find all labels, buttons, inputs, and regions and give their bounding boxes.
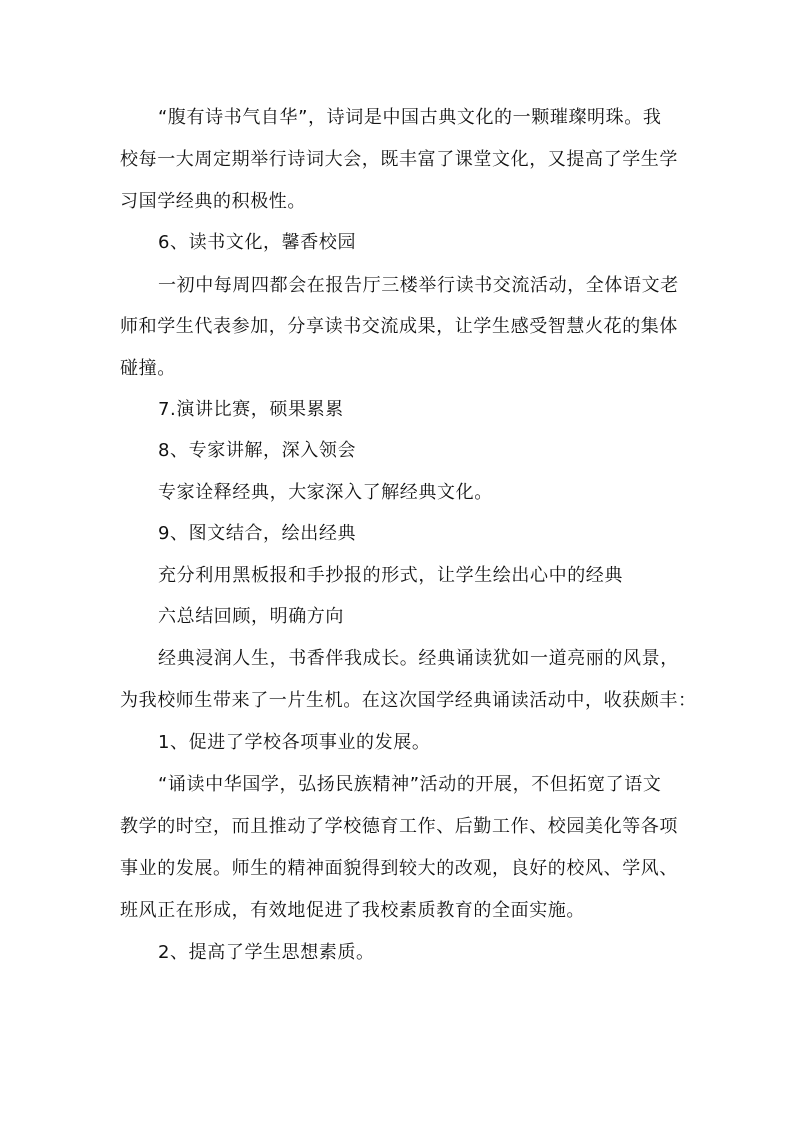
paragraph-line: 教学的时空，而且推动了学校德育工作、后勤工作、校园美化等各项 [120, 816, 678, 837]
paragraph-line: 事业的发展。师生的精神面貌得到较大的改观，良好的校风、学风、 [120, 858, 678, 879]
paragraph-line: 一初中每周四都会在报告厅三楼举行读书交流活动，全体语文老 [158, 275, 679, 296]
section-heading: 8、专家讲解，深入领会 [158, 440, 357, 461]
paragraph-line: 经典浸润人生，书香伴我成长。经典诵读犹如一道亮丽的风景， [158, 648, 679, 669]
paragraph-line: 师和学生代表参加，分享读书交流成果，让学生感受智慧火花的集体 [120, 316, 678, 337]
section-heading: 六总结回顾，明确方向 [158, 606, 344, 627]
section-heading: 1、促进了学校各项事业的发展。 [158, 732, 431, 753]
paragraph-line: “腹有诗书气自华”，诗词是中国古典文化的一颗璀璨明珠。我 [158, 107, 662, 128]
section-heading: 7.演讲比赛，硕果累累 [158, 399, 344, 420]
paragraph-line: 为我校师生带来了一片生机。在这次国学经典诵读活动中，收获颇丰： [120, 690, 697, 711]
section-heading: 2、提高了学生思想素质。 [158, 942, 375, 963]
paragraph-line: 习国学经典的积极性。 [120, 191, 306, 212]
paragraph-line: 碰撞。 [120, 358, 176, 379]
section-heading: 6、读书文化，馨香校园 [158, 232, 357, 253]
paragraph-line: 校每一大周定期举行诗词大会，既丰富了课堂文化，又提高了学生学 [120, 149, 678, 170]
section-heading: 9、图文结合，绘出经典 [158, 523, 357, 544]
paragraph-line: 充分利用黑板报和手抄报的形式，让学生绘出心中的经典 [158, 565, 623, 586]
paragraph-line: 专家诠释经典，大家深入了解经典文化。 [158, 482, 493, 503]
paragraph-line: “诵读中华国学，弘扬民族精神”活动的开展，不但拓宽了语文 [158, 774, 662, 795]
paragraph-line: 班风正在形成，有效地促进了我校素质教育的全面实施。 [120, 900, 585, 921]
